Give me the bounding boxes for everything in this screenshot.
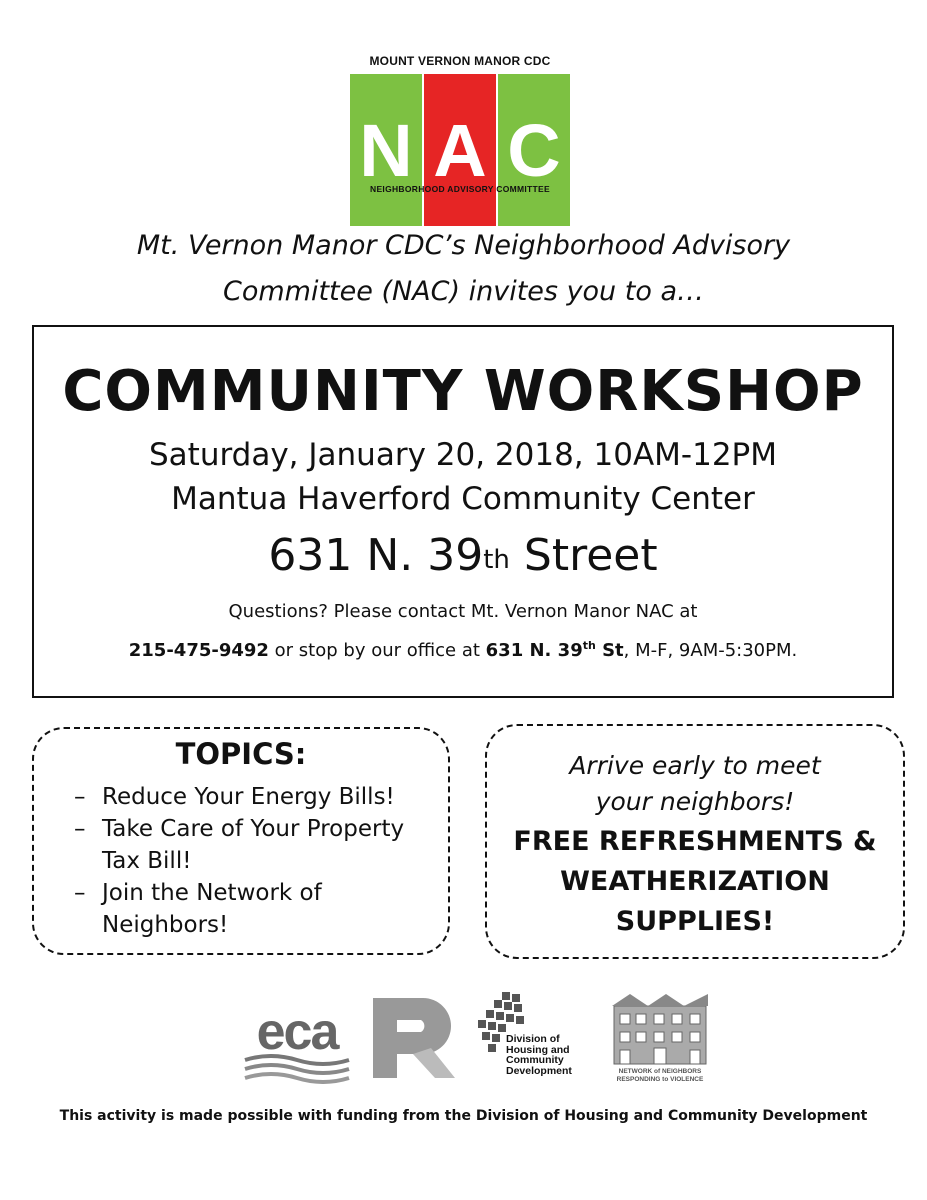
- intro-line-1: Mt. Vernon Manor CDC’s Neighborhood Advisory: [136, 230, 791, 261]
- office-hours: , M-F, 9AM-5:30PM.: [623, 640, 798, 661]
- address-suffix: th: [483, 545, 510, 575]
- dhcd-logo-text: Division of Housing and Community Development: [506, 1033, 572, 1077]
- logo-bottom-text: NEIGHBORHOOD ADVISORY COMMITTEE: [370, 184, 550, 194]
- logo-letter-a: A: [424, 74, 496, 226]
- logo-letter-c: C: [498, 74, 570, 226]
- nac-logo: [348, 54, 572, 200]
- intro-text: [60, 223, 867, 315]
- address-number: 631 N. 39: [268, 530, 484, 581]
- refreshments-line-2: WEATHERIZATION: [560, 866, 830, 897]
- topic-item: – Take Care of Your Property Tax Bill!: [74, 813, 444, 877]
- logo-letter-n: N: [350, 74, 422, 226]
- contact-mid-text: or stop by our office at: [268, 640, 486, 661]
- logo-top-text: MOUNT VERNON MANOR CDC: [369, 54, 551, 68]
- refreshments-line-3: SUPPLIES!: [615, 906, 775, 937]
- dhcd-logo: [472, 990, 592, 1085]
- arrive-line-2: your neighbors!: [595, 787, 795, 816]
- network-of-neighbors-logo: [610, 992, 710, 1088]
- topics-list: [74, 781, 444, 941]
- arrive-early-box: [485, 724, 905, 959]
- logo-letter-blocks: [350, 74, 570, 226]
- refreshments-line-1: FREE REFRESHMENTS &: [513, 826, 877, 857]
- topics-heading: TOPICS:: [175, 737, 307, 771]
- event-box: [32, 325, 894, 698]
- eca-logo: eca: [243, 1000, 351, 1084]
- list-dash: –: [74, 880, 86, 906]
- contact-line-2: [34, 629, 892, 668]
- office-address: 631 N. 39th St: [485, 639, 624, 661]
- list-dash: –: [74, 816, 86, 842]
- event-venue: Mantua Haverford Community Center: [171, 481, 755, 517]
- arrive-line-1: Arrive early to meet: [569, 751, 821, 780]
- topic-item: – Join the Network of Neighbors!: [74, 877, 444, 941]
- list-dash: –: [74, 784, 86, 810]
- network-line-1: NETWORK of NEIGHBORS: [618, 1068, 702, 1075]
- intro-line-2: Committee (NAC) invites you to a…: [223, 276, 704, 307]
- event-title: COMMUNITY WORKSHOP: [62, 359, 864, 424]
- refreshments-text: [487, 822, 903, 942]
- event-date: Saturday, January 20, 2018, 10AM-12PM: [148, 437, 777, 473]
- topic-item: – Reduce Your Energy Bills!: [74, 781, 444, 813]
- event-address: [34, 526, 892, 586]
- r-logo-icon: [373, 998, 455, 1080]
- contact-line-1: Questions? Please contact Mt. Vernon Manor NAC at: [228, 601, 698, 622]
- phone-number: 215-475-9492: [128, 640, 269, 661]
- network-line-2: RESPONDING to VIOLENCE: [616, 1076, 704, 1083]
- contact-info: [34, 595, 892, 668]
- topics-box: [32, 727, 450, 955]
- address-street: Street: [509, 530, 658, 581]
- funding-footer: This activity is made possible with funding from the Division of Housing and Community Development: [59, 1108, 868, 1124]
- arrive-italic-text: [487, 748, 903, 820]
